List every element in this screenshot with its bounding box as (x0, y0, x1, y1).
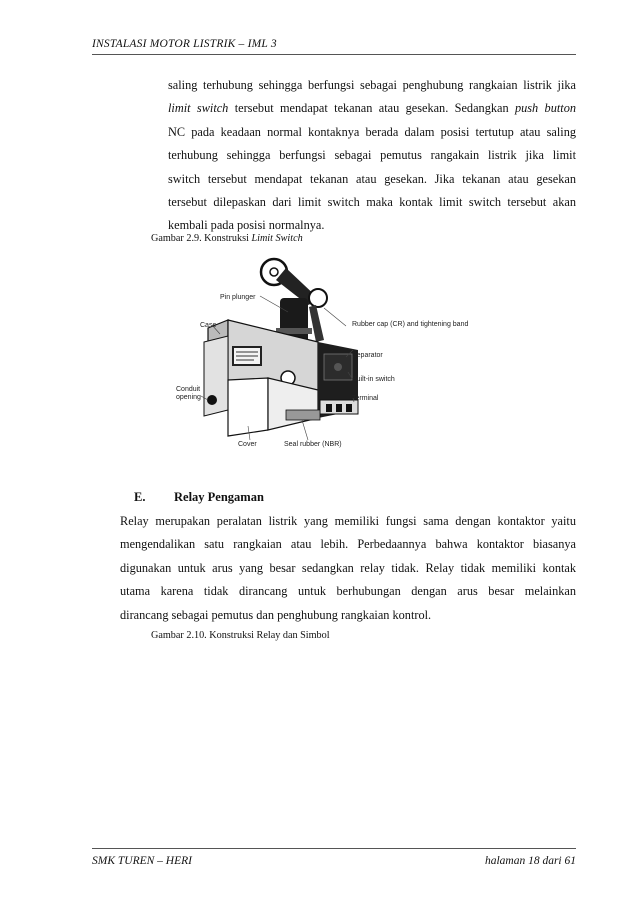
label-rubber-cap: Rubber cap (CR) and tightening band (352, 321, 469, 328)
label-cover: Cover (238, 441, 257, 448)
paragraph-limit-switch (168, 74, 576, 238)
paragraph-line: utama karena tidak dirancang untuk berhubungan dengan arus besar melainkan (120, 584, 576, 599)
figure-caption-relay: Gambar 2.10. Konstruksi Relay dan Simbol (151, 630, 330, 641)
label-separator: Separator (352, 352, 383, 359)
label-conduit: Conduit (176, 386, 201, 393)
section-heading (134, 490, 264, 505)
page-footer (92, 848, 576, 867)
paragraph-line: tersebut dilepaskan dari limit switch maka kontak limit switch tersebut akan (168, 194, 576, 209)
header-title: INSTALASI MOTOR LISTRIK – IML 3 (92, 38, 277, 50)
label-opening: opening (176, 394, 201, 401)
paragraph-line: NC pada keadaan normal kontaknya berada dalam posisi tertutup atau saling (168, 124, 576, 139)
paragraph-line: limit switch tersebut mendapat tekanan atau gesekan. Sedangkan push button (168, 101, 576, 116)
label-pin-plunger: Pin plunger (220, 294, 256, 301)
section-title: Relay Pengaman (174, 490, 264, 504)
paragraph-line: kembali pada posisi normalnya. (168, 218, 325, 233)
page-header (92, 38, 576, 55)
paragraph-relay (120, 510, 576, 627)
paragraph-line: mengendalikan satu rangkaian atau lebih. Perbedaannya bahwa kontaktor biasanya (120, 537, 576, 552)
label-built-in-switch: Built-in switch (352, 376, 395, 383)
paragraph-line: saling terhubung sehingga berfungsi sebagai penghubung rangkaian listrik jika (168, 78, 576, 92)
footer-page-number: halaman 18 dari 61 (484, 855, 576, 867)
paragraph-line: switch tersebut mendapat tekanan atau gesekan. Jika tekanan atau gesekan (168, 171, 576, 186)
label-terminal: Terminal (352, 395, 379, 402)
label-case: Case (200, 322, 217, 329)
figure-caption-limit-switch: Gambar 2.9. Konstruksi Limit Switch (151, 233, 303, 244)
paragraph-line: digunakan untuk arus yang besar sedangkan relay tidak. Relay tidak memiliki kontak (120, 560, 576, 575)
footer-left: SMK TUREN – HERI (92, 855, 192, 867)
limit-switch-diagram (168, 250, 478, 460)
label-seal-rubber: Seal rubber (NBR) (284, 441, 342, 448)
paragraph-line: Relay merupakan peralatan listrik yang memiliki fungsi sama dengan kontaktor yaitu (120, 514, 576, 528)
paragraph-line: dirancang sebagai pemutus dan penghubung rangkaian kontrol. (120, 607, 432, 622)
section-number: E. (134, 490, 146, 504)
paragraph-line: terhubung sehingga berfungsi sebagai pemutus rangakain listrik jika limit (168, 148, 576, 163)
